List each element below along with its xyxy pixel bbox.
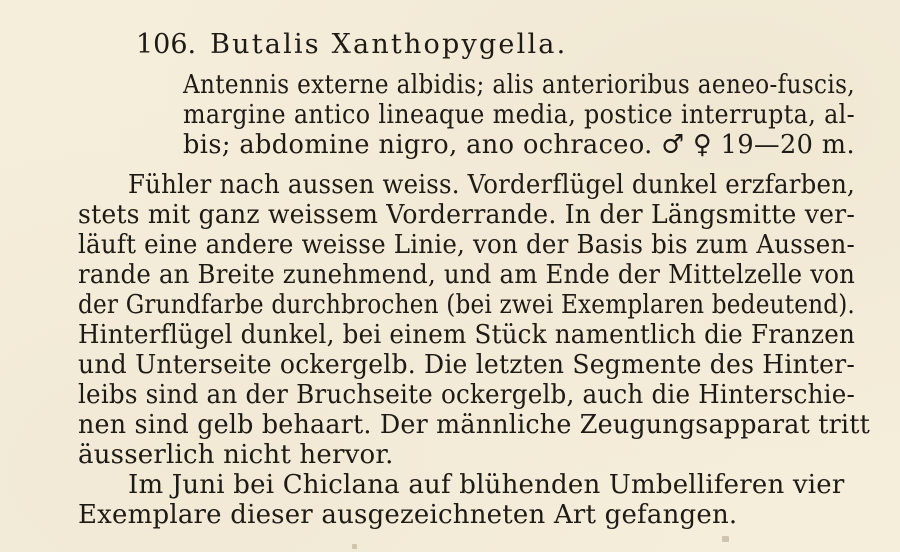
locality-line-1: Im Juni bei Chiclana auf blühenden Umbelliferen vier	[128, 470, 845, 500]
diagnosis-line-1: Antennis externe albidis; alis anterioribus aeneo-fuscis,	[183, 70, 856, 100]
species-heading	[136, 30, 567, 60]
paper-speck	[352, 544, 357, 549]
paper-speck	[722, 536, 729, 542]
description-line-5: der Grundfarbe durchbrochen (bei zwei Exemplaren bedeutend).	[78, 290, 855, 320]
diagnosis-line-3: bis; abdomine nigro, ano ochraceo. ♂ ♀ 19—20 m.	[183, 130, 855, 160]
description-line-6: Hinterflügel dunkel, bei einem Stück namentlich die Franzen	[78, 320, 855, 350]
description-line-8: leibs sind an der Bruchseite ockergelb, auch die Hinterschie-	[78, 380, 855, 410]
locality-line-2: Exemplare dieser ausgezeichneten Art gefangen.	[78, 500, 738, 530]
description-line-2: stets mit ganz weissem Vorderrande. In der Längsmitte ver-	[78, 200, 856, 230]
description-line-10: äusserlich nicht hervor.	[78, 440, 394, 470]
diagnosis-line-2: margine antico lineaque media, postice interrupta, al-	[183, 100, 856, 130]
description-line-3: läuft eine andere weisse Linie, von der Basis bis zum Aussen-	[78, 230, 855, 260]
description-line-1: Fühler nach aussen weiss. Vorderflügel dunkel erzfarben,	[128, 170, 855, 200]
species-title: Butalis Xanthopygella.	[210, 29, 568, 60]
description-line-9: nen sind gelb behaart. Der männliche Zeugungsapparat tritt	[78, 410, 871, 440]
entry-number: 106.	[136, 29, 197, 60]
description-line-7: und Unterseite ockergelb. Die letzten Segmente des Hinter-	[78, 350, 856, 380]
description-line-4: rande an Breite zunehmend, und am Ende der Mittelzelle von	[78, 260, 856, 290]
